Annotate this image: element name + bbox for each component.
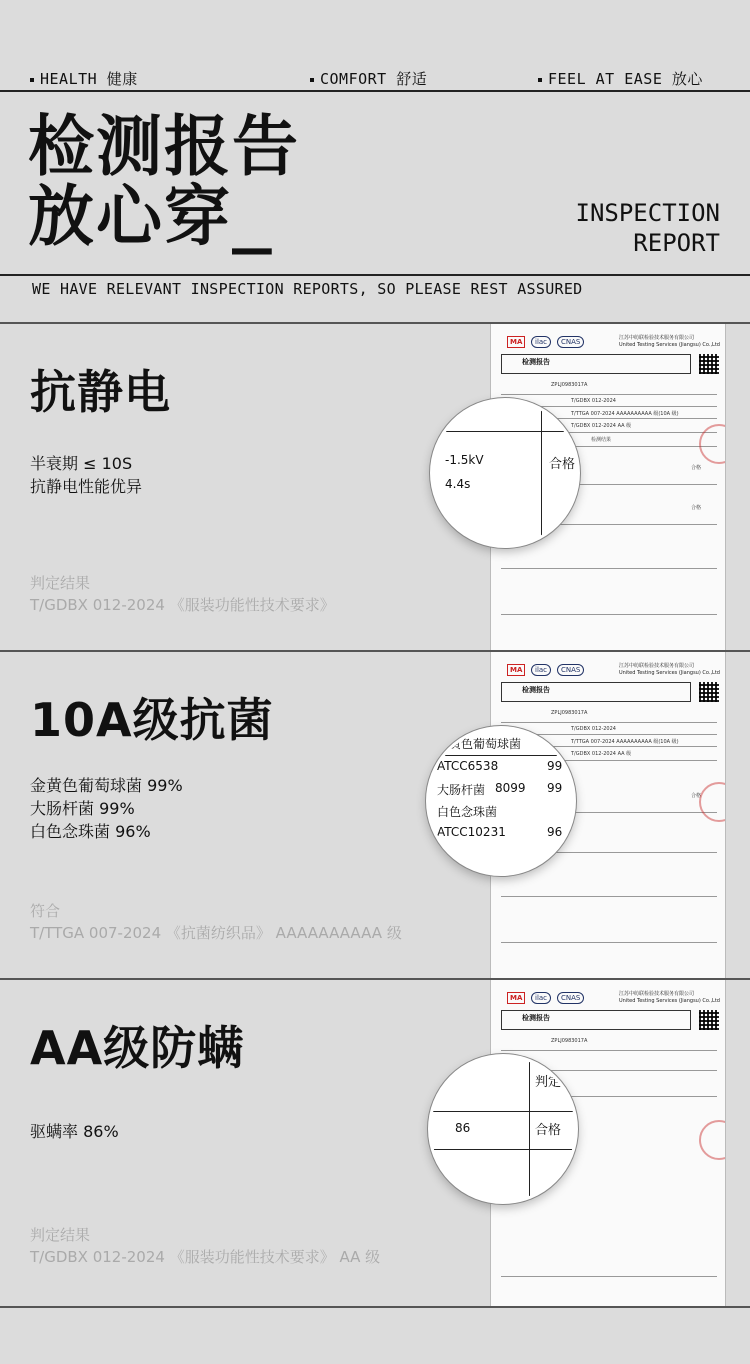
lens-strain: ATCC10231 [437,825,506,839]
report-result: 合格 [691,793,702,799]
hero-english-title [576,198,721,258]
section-details [30,774,183,843]
detail-line: 抗静电性能优异 [30,477,143,496]
detail-line: 驱螨率 86% [30,1122,119,1141]
section-title: 抗静电 [30,365,171,419]
bullet-icon [310,78,314,82]
topbar-item-health: HEALTH 健康 [30,68,138,89]
cnas-logo-icon: CNAS [557,992,584,1004]
report-org: 江苏中纺联检验技术服务有限公司 United Testing Services (Jiangsu) Co.,Ltd [619,335,720,348]
report-header [501,988,720,1010]
lens-strain: ATCC6538 [437,759,499,773]
report-number: ZPLJ0983017A [551,382,588,388]
table-rule [501,722,717,723]
lens-organism: 金黄色葡萄球菌 [437,737,522,751]
report-org: 江苏中纺联检验技术服务有限公司 United Testing Services (Jiangsu) Co.,Ltd [619,991,720,1004]
lens-row-rule [431,1111,578,1112]
ilac-logo-icon: ilac [531,664,551,676]
qr-code-icon [699,1010,719,1030]
lens-organism: 白色念珠菌 [437,805,498,819]
table-rule [501,942,717,943]
section-details [30,452,142,498]
detail-line: 白色念珠菌 96% [30,822,151,841]
section-anti-mite [0,978,750,1306]
detail-line: 大肠杆菌 99% [30,799,135,818]
lens-column-rule [529,1057,530,1204]
section-title: 10A级抗菌 [30,693,274,747]
section-antibacterial [0,650,750,978]
lens-value: 99 [547,759,563,773]
seal-stamp-icon [699,782,726,822]
lens-strain: 8099 [495,781,526,795]
table-rule [501,896,717,897]
section-antistatic [0,322,750,650]
detail-line: 金黄色葡萄球菌 99% [30,776,183,795]
lens-result: 合格 [535,1123,562,1138]
report-result: 合格 [691,465,702,471]
top-bar [0,60,750,92]
report-standard: T/TTGA 007-2024 AAAAAAAAAA 级(10A 级) [571,739,679,745]
lens-column-rule [541,401,542,548]
seal-stamp-icon [699,424,726,464]
hero-en-line1: INSPECTION [575,199,720,227]
report-standard: T/GDBX 012-2024 [571,398,616,404]
cnas-logo-icon: CNAS [557,336,584,348]
report-org: 江苏中纺联检验技术服务有限公司 United Testing Services (Jiangsu) Co.,Ltd [619,663,720,676]
lens-row-rule [433,431,580,432]
lens-row-rule [431,1149,578,1150]
report-standard: T/GDBX 012-2024 [571,726,616,732]
lens-header: 判定 [535,1075,562,1090]
verdict-standard: T/GDBX 012-2024 《服装功能性技术要求》 AA 级 [30,1248,381,1266]
table-rule [501,1050,717,1051]
topbar-item-comfort: COMFORT 舒适 [310,68,427,89]
hero-en-line2: REPORT [633,229,720,257]
hero-title [28,108,300,255]
bullet-icon [30,78,34,82]
bullet-icon [538,78,542,82]
seal-stamp-icon [699,1120,726,1160]
ma-logo-icon: MA [507,336,525,348]
ma-logo-icon: MA [507,992,525,1004]
magnifier-lens [428,1054,578,1204]
section-verdict [30,1224,380,1268]
cnas-logo-icon: CNAS [557,664,584,676]
hero-title-line1: 检测报告 [28,108,300,185]
table-rule [501,568,717,569]
report-standard: T/GDBX 012-2024 AA 级 [571,423,632,429]
lens-value: 86 [455,1121,471,1135]
ma-logo-icon: MA [507,664,525,676]
verdict-label: 判定结果 [30,574,91,592]
lens-row-rule [429,755,576,756]
table-rule [501,1276,717,1277]
lens-value: 96 [547,825,563,839]
lens-result: 合格 [549,457,576,472]
verdict-label: 符合 [30,902,61,920]
report-standard: T/GDBX 012-2024 AA 级 [571,751,632,757]
report-standard: T/TTGA 007-2024 AAAAAAAAAA 级(10A 级) [571,411,679,417]
magnifier-lens [426,726,576,876]
verdict-standard: T/TTGA 007-2024 《抗菌纺织品》 AAAAAAAAAA 级 [30,924,402,942]
hero-title-line2: 放心穿_ [28,178,274,255]
report-title-box: 检测报告 [501,1010,691,1030]
lens-organism: 大肠杆菌 [437,783,486,797]
bottom-divider [0,1306,750,1308]
table-rule [501,394,717,395]
lens-value: 4.4s [445,477,471,491]
topbar-item-feel-at-ease: FEEL AT EASE 放心 [538,68,703,89]
detail-line: 半衰期 ≤ 10S [30,454,133,473]
hero-divider [0,274,750,276]
verdict-label: 判定结果 [30,1226,91,1244]
report-header [501,660,720,682]
hero-subtitle: WE HAVE RELEVANT INSPECTION REPORTS, SO PLEASE REST ASSURED [32,280,583,298]
report-result: 合格 [691,505,702,511]
report-title-box: 检测报告 [501,354,691,374]
qr-code-icon [699,682,719,702]
magnifier-lens [430,398,580,548]
verdict-standard: T/GDBX 012-2024 《服装功能性技术要求》 [30,596,335,614]
ilac-logo-icon: ilac [531,336,551,348]
report-number: ZPLJ0983017A [551,1038,588,1044]
report-title-box: 检测报告 [501,682,691,702]
section-title: AA级防螨 [30,1021,245,1075]
lens-value: 99 [547,781,563,795]
qr-code-icon [699,354,719,374]
section-details [30,1120,119,1143]
table-rule [501,614,717,615]
report-subheader: 检测结果 [591,437,612,443]
report-header [501,332,720,354]
ilac-logo-icon: ilac [531,992,551,1004]
report-number: ZPLJ0983017A [551,710,588,716]
section-verdict [30,572,335,616]
lens-value: -1.5kV [445,453,484,467]
section-verdict [30,900,402,944]
